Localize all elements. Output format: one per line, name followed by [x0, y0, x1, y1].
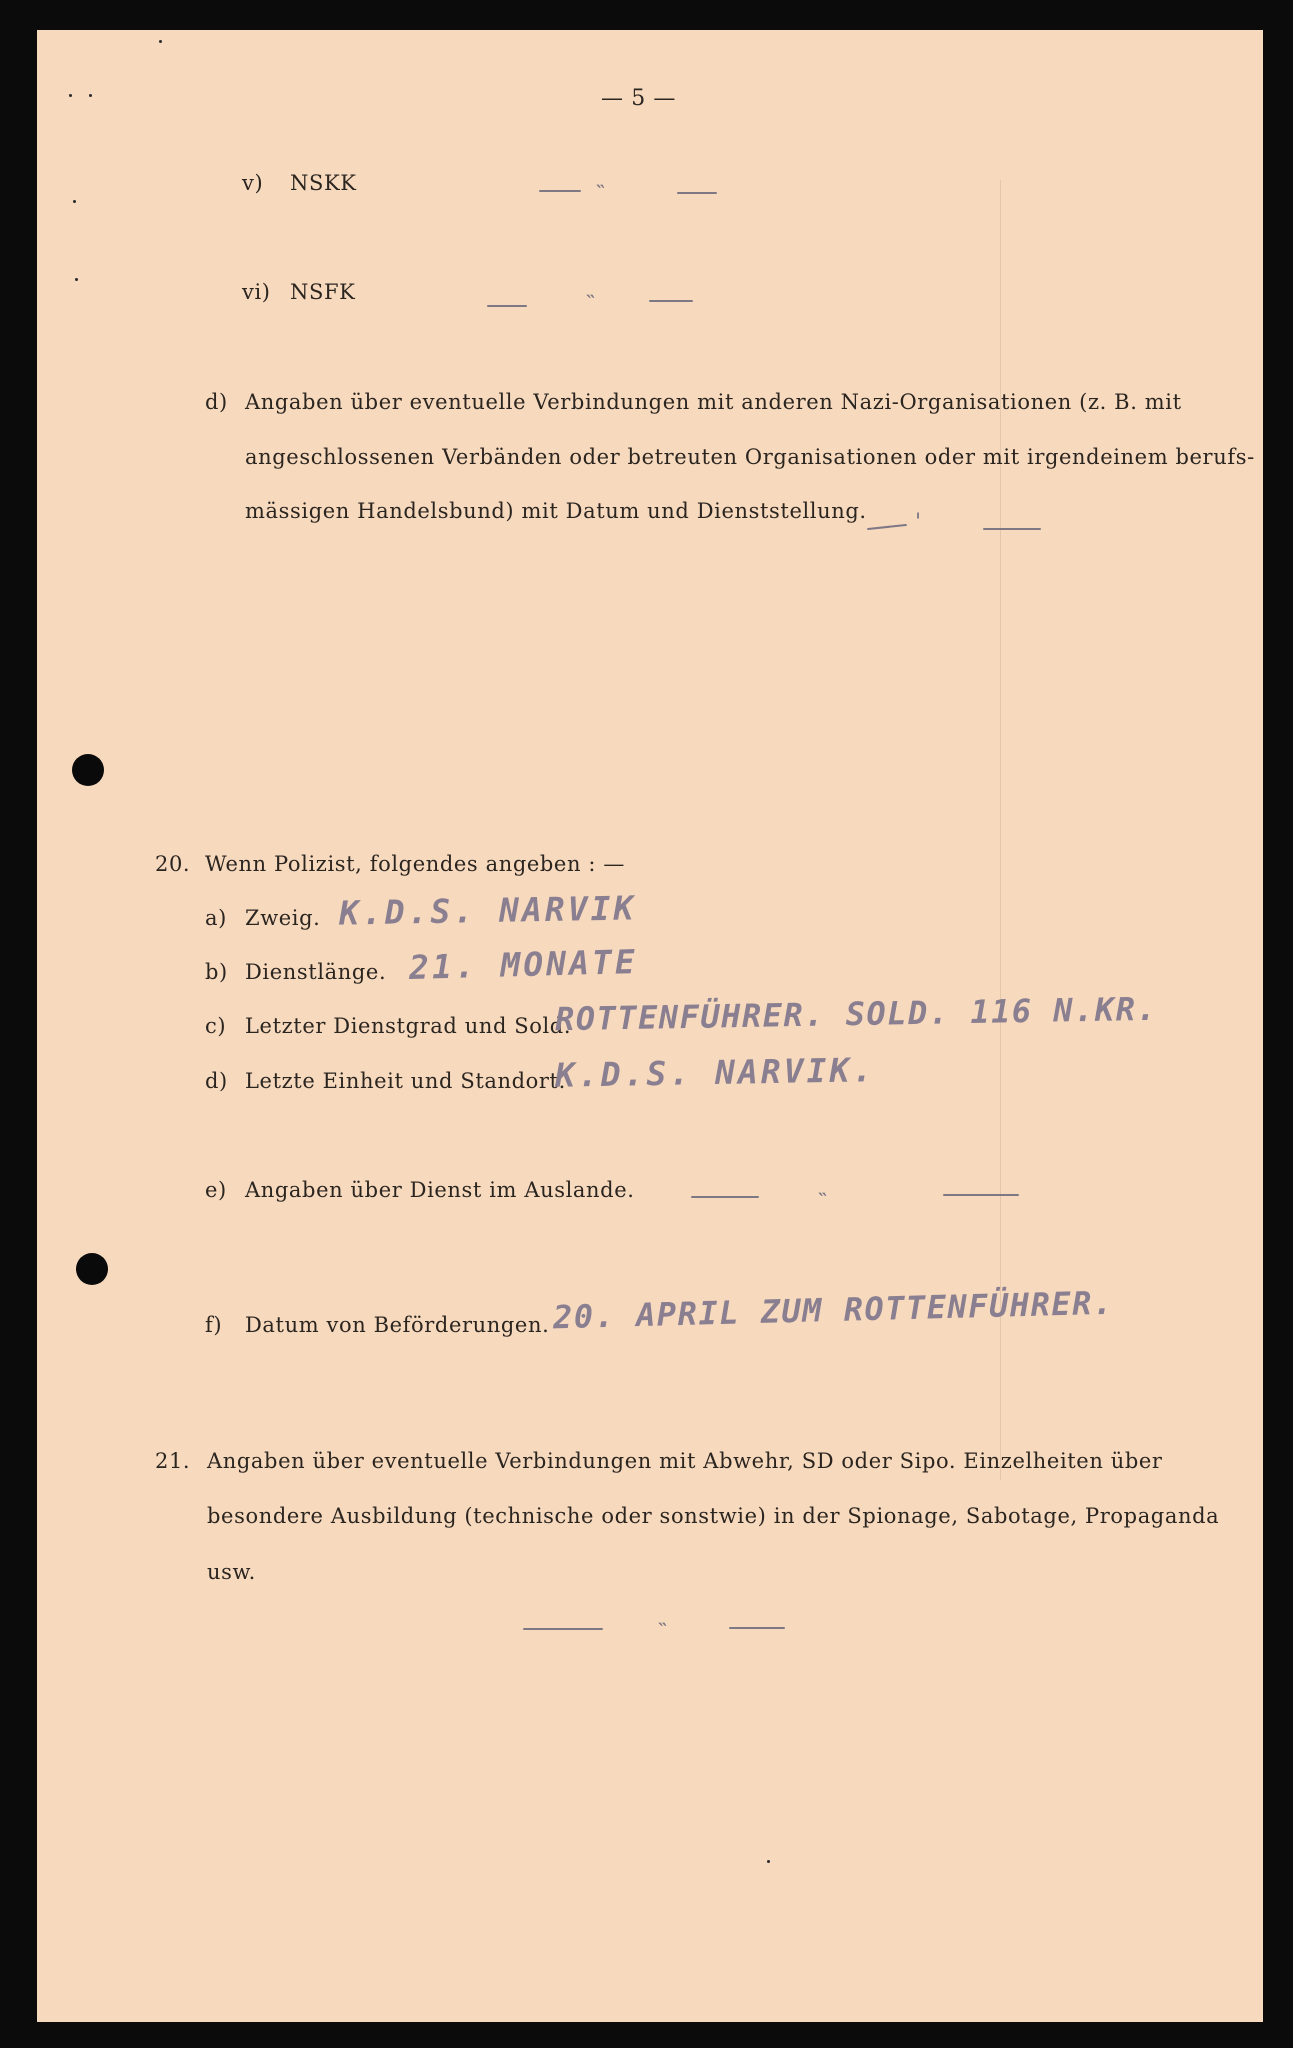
blank-dash — [943, 1194, 1019, 1196]
q20b-label: b) — [205, 960, 228, 984]
ditto-mark: ˵ — [597, 172, 605, 197]
q20a-text: Zweig. — [245, 906, 321, 930]
q20-number: 20. — [155, 852, 191, 876]
q21-number: 21. — [155, 1449, 191, 1473]
item-v-label: v) — [242, 171, 264, 195]
item-d-line1: Angaben über eventuelle Verbindungen mit anderen Nazi-Organisationen (z. B. mit — [245, 390, 1182, 414]
document-page — [37, 30, 1263, 2022]
speck — [767, 1860, 770, 1863]
ditto-mark: ˵ — [587, 282, 595, 307]
blank-dash — [539, 190, 581, 192]
q20d-label: d) — [205, 1069, 228, 1093]
blank-dash — [867, 524, 907, 530]
speck — [89, 94, 92, 97]
punch-hole — [72, 754, 104, 786]
ditto-mark: ' — [915, 510, 922, 535]
item-v-text: NSKK — [290, 171, 357, 195]
blank-dash — [487, 305, 527, 307]
blank-dash — [729, 1627, 785, 1629]
item-vi-text: NSFK — [290, 280, 356, 304]
paper-fold — [1000, 180, 1001, 1480]
q21-line3: usw. — [207, 1560, 256, 1584]
q20-text: Wenn Polizist, folgendes angeben : — — [205, 852, 625, 876]
speck — [75, 278, 78, 281]
blank-dash — [677, 192, 717, 194]
ditto-mark: ˵ — [819, 1180, 827, 1205]
q20c-label: c) — [205, 1014, 227, 1038]
q20b-text: Dienstlänge. — [245, 960, 387, 984]
q20e-label: e) — [205, 1178, 227, 1202]
speck — [69, 94, 72, 97]
blank-dash — [523, 1628, 603, 1630]
q20f-text: Datum von Beförderungen. — [245, 1313, 550, 1337]
ditto-mark: ˵ — [659, 1610, 667, 1635]
q20a-label: a) — [205, 906, 227, 930]
handwritten-dienstgrad: ROTTENFÜHRER. SOLD. 116 N.KR. — [554, 989, 1158, 1039]
item-d-label: d) — [205, 390, 228, 414]
q20f-label: f) — [205, 1313, 223, 1337]
q21-line1: Angaben über eventuelle Verbindungen mit Abwehr, SD oder Sipo. Einzelheiten über — [207, 1449, 1163, 1473]
handwritten-befoerderung: 20. APRIL ZUM ROTTENFÜHRER. — [552, 1283, 1115, 1337]
handwritten-zweig: K.D.S. NARVIK — [338, 888, 637, 933]
speck — [159, 40, 162, 43]
item-d-line2: angeschlossenen Verbänden oder betreuten Organisationen oder mit irgendeinem berufs- — [245, 445, 1255, 469]
punch-hole — [76, 1253, 108, 1285]
item-vi-label: vi) — [242, 280, 271, 304]
speck — [73, 200, 76, 203]
q20c-text: Letzter Dienstgrad und Sold. — [245, 1014, 572, 1038]
blank-dash — [691, 1196, 759, 1198]
handwritten-dienstlaenge: 21. MONATE — [408, 942, 639, 987]
handwritten-einheit: K.D.S. NARVIK. — [554, 1050, 876, 1095]
item-d-line3: mässigen Handelsbund) mit Datum und Dienststellung. — [245, 499, 867, 523]
blank-dash — [649, 300, 693, 302]
q20e-text: Angaben über Dienst im Auslande. — [245, 1178, 635, 1202]
blank-dash — [983, 528, 1041, 530]
page-number: — 5 — — [601, 86, 676, 111]
q21-line2: besondere Ausbildung (technische oder sonstwie) in der Spionage, Sabotage, Propaganda — [207, 1504, 1220, 1528]
q20d-text: Letzte Einheit und Standort. — [245, 1069, 566, 1093]
